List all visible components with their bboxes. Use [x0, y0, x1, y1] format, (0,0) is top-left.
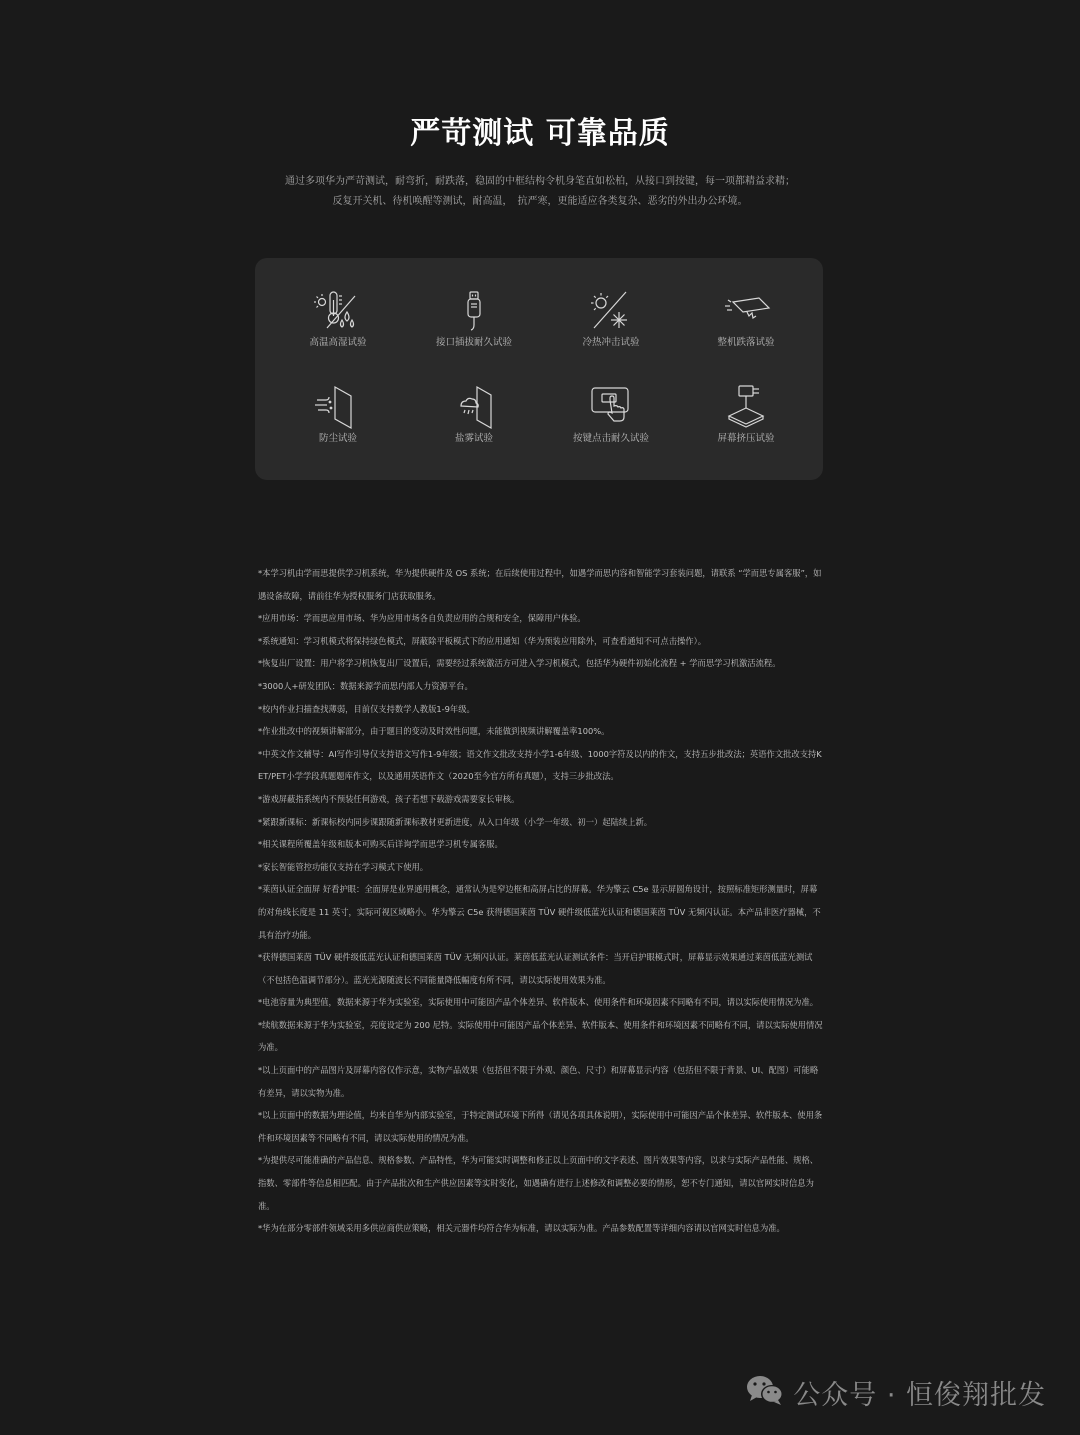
footnote: *续航数据来源于华为实验室，亮度设定为 200 尼特。实际使用中可能因产品个体差异、软件版本、使用条件和环境因素不同略有不同，请以实际使用情况为准。 [258, 1019, 823, 1053]
footnote: *莱茵认证全面屏 好看护眼：全面屏是业界通用概念，通常认为是窄边框和高屏占比的屏幕。华为擎云 C5e 显示屏圆角设计，按照标准矩形测量时，屏幕的对角线长度是 11 英寸，实际可视区域略小。华为擎云 C5e 获得德国莱茵 TÜV 硬件级低蓝光认证和德国莱茵 TÜV 无频闪认证。本产品非医疗器械，不具有治疗功能。 [258, 884, 821, 940]
test-item-dustproof [268, 384, 408, 444]
test-label: 按键点击耐久试验 [572, 433, 649, 444]
footnote: *获得德国莱茵 TÜV 硬件级低蓝光认证和德国莱茵 TÜV 无频闪认证。莱茵低蓝光认证测试条件：当开启护眼模式时，屏幕显示效果通过莱茵低蓝光测试（不包括色温调节部分）。蓝光光源随波长不同能量降低幅度有所不同，请以实际使用效果为准。 [258, 952, 813, 985]
test-label: 整机跌落试验 [717, 337, 775, 348]
test-item-high-temp-humidity [268, 288, 408, 348]
intro-line-1: 通过多项华为严苛测试，耐弯折，耐跌落，稳固的中框结构令机身笔直如松柏，从接口到按键，每一项都精益求精； [285, 176, 795, 187]
test-grid-panel [255, 258, 823, 480]
thermometer-humidity-icon [311, 288, 365, 334]
usb-plug-icon [447, 288, 501, 334]
test-item-drop [676, 288, 816, 348]
test-label: 冷热冲击试验 [582, 337, 640, 348]
sun-snowflake-icon [584, 288, 638, 334]
footnotes [258, 562, 824, 1240]
salt-spray-tablet-icon [447, 384, 501, 430]
footnote: *校内作业扫描查找薄弱，目前仅支持数学人教版1-9年级。 [258, 703, 475, 714]
intro-text [0, 172, 1080, 212]
test-item-port-plug [404, 288, 544, 348]
footnote: *华为在部分零部件领域采用多供应商供应策略，相关元器件均符合华为标准，请以实际为准。产品参数配置等详细内容请以官网实时信息为准。 [258, 1223, 785, 1234]
test-label: 盐雾试验 [454, 433, 493, 444]
footnote: *电池容量为典型值，数据来源于华为实验室，实际使用中可能因产品个体差异、软件版本、使用条件和环境因素不同略有不同，请以实际使用情况为准。 [258, 997, 819, 1008]
drop-impact-icon [719, 288, 773, 334]
page-title: 严苛测试 可靠品质 [410, 116, 670, 151]
footnote: *系统通知：学习机模式将保持绿色模式，屏蔽除平板模式下的应用通知（华为预装应用除外，可查看通知不可点击操作）。 [258, 635, 707, 646]
test-label: 高温高湿试验 [309, 337, 367, 348]
screen-press-icon [719, 384, 773, 430]
test-label: 防尘试验 [318, 433, 357, 444]
footnote: *家长智能管控功能仅支持在学习模式下使用。 [258, 861, 429, 872]
footnote: *以上页面中的产品图片及屏幕内容仅作示意，实物产品效果（包括但不限于外观、颜色、尺寸）和屏幕显示内容（包括但不限于背景、UI、配图）可能略有差异，请以实物为准。 [258, 1065, 819, 1098]
footnote: *以上页面中的数据为理论值，均来自华为内部实验室，于特定测试环境下所得（请见各项具体说明），实际使用中可能因产品个体差异、软件版本、使用条件和环境因素等不同略有不同，请以实际使用的情况为准。 [258, 1110, 823, 1143]
footnote: *3000人+研发团队：数据来源学而思内部人力资源平台。 [258, 680, 473, 691]
test-item-button-press [541, 384, 681, 444]
test-item-screen-press [676, 384, 816, 444]
finger-press-button-icon [584, 384, 638, 430]
test-item-thermal-shock [541, 288, 681, 348]
footnote: *本学习机由学而思提供学习机系统，华为提供硬件及 OS 系统；在后续使用过程中，如遇学而思内容和智能学习套装问题，请联系 “学而思专属客服”，如遇设备故障，请前往华为授权服务门店获取服务。 [258, 568, 822, 601]
footnote: *相关课程所覆盖年级和版本可购买后详询学而思学习机专属客服。 [258, 839, 503, 850]
intro-line-2: 反复开关机、待机唤醒等测试，耐高温， 抗严寒，更能适应各类复杂、恶劣的外出办公环境。 [332, 196, 748, 207]
test-item-salt-spray [404, 384, 544, 444]
test-label: 接口插拔耐久试验 [435, 337, 512, 348]
footnote: *游戏屏蔽指系统内不预装任何游戏，孩子若想下载游戏需要家长审核。 [258, 793, 520, 804]
wechat-watermark [745, 1372, 1046, 1412]
test-label: 屏幕挤压试验 [717, 433, 775, 444]
watermark-text: 公众号 · 恒俊翔批发 [793, 1379, 1046, 1411]
footnote: *作业批改中的视频讲解部分，由于题目的变动及时效性问题，未能做到视频讲解覆盖率100%。 [258, 726, 610, 737]
footnote: *中英文作文辅导：AI写作引导仅支持语文写作1-9年级；语文作文批改支持小学1-6年级、1000字符及以内的作文，支持五步批改法；英语作文批改支持KET/PET小学学段真题题库作文，以及通用英语作文（2020至今官方所有真题），支持三步批改法。 [258, 748, 822, 782]
footnote: *恢复出厂设置：用户将学习机恢复出厂设置后，需要经过系统激活方可进入学习机模式，包括华为硬件初始化流程 + 学而思学习机激活流程。 [258, 658, 781, 669]
dust-wind-tablet-icon [311, 384, 365, 430]
footnote: *应用市场：学而思应用市场、华为应用市场各自负责应用的合规和安全，保障用户体验。 [258, 613, 586, 624]
footnote: *为提供尽可能准确的产品信息、规格参数、产品特性，华为可能实时调整和修正以上页面中的文字表述、图片效果等内容，以求与实际产品性能、规格、指数、零部件等信息相匹配。由于产品批次和生产供应因素等实时变化，如遇确有进行上述修改和调整必要的情形，恕不专门通知，请以官网实时信息为准。 [258, 1155, 819, 1211]
wechat-icon [745, 1373, 785, 1411]
footnote: *紧跟新课标：新课标校内同步课跟随新课标教材更新进度，从入口年级（小学一年级、初一）起陆续上新。 [258, 816, 653, 827]
